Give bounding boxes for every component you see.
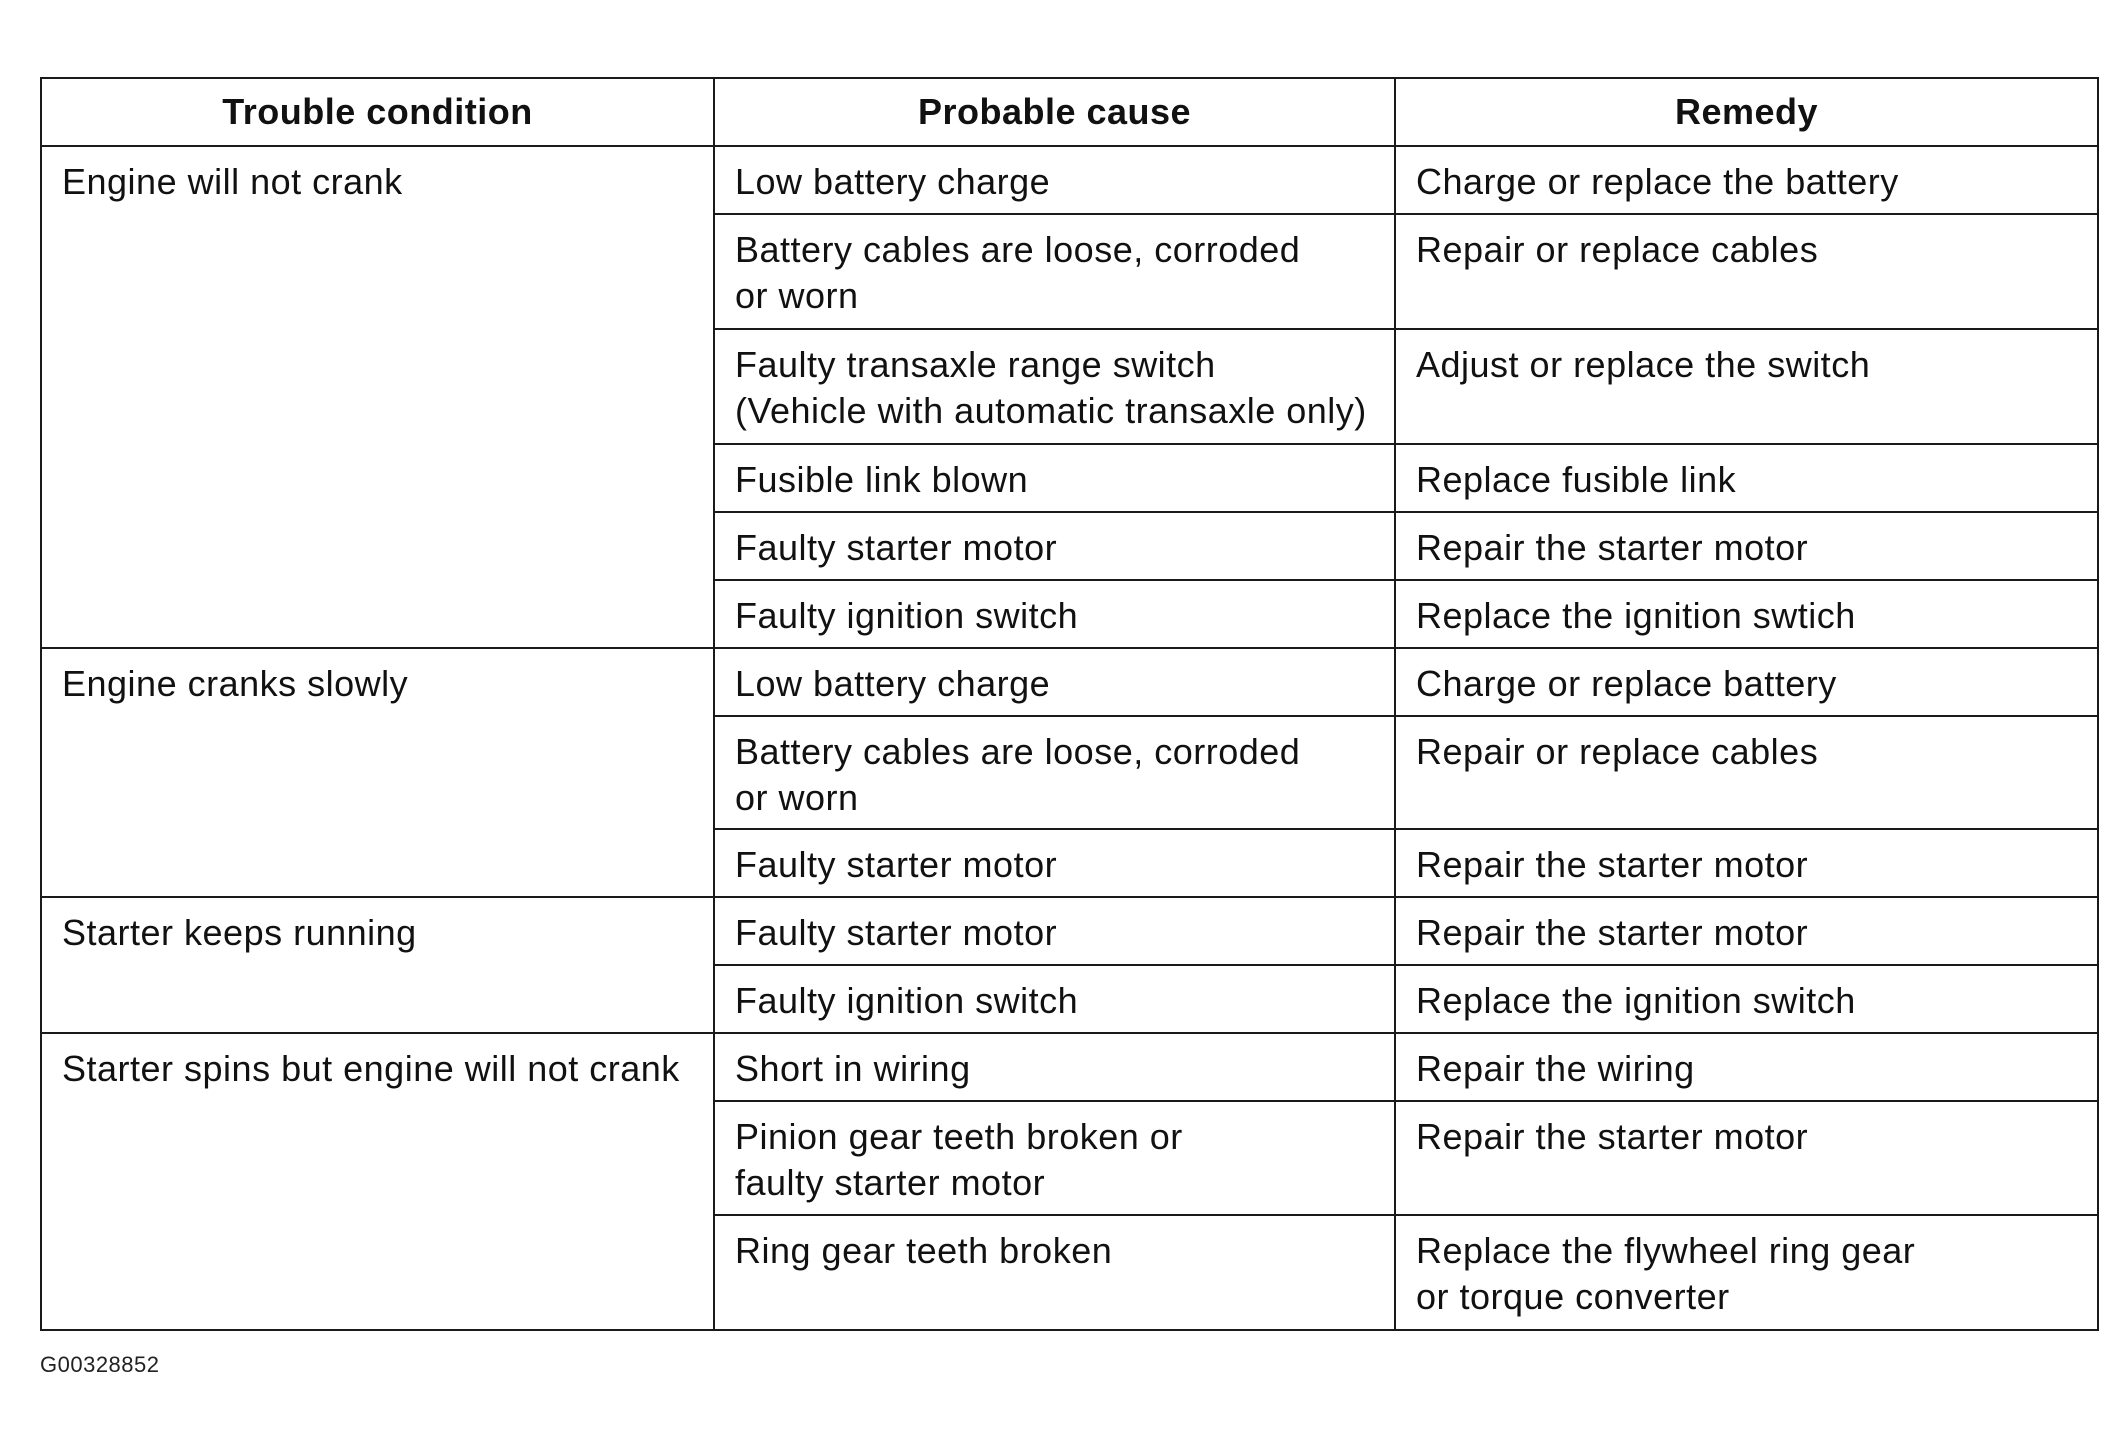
remedy-cell: Repair the starter motor xyxy=(1395,1101,2098,1215)
probable-cause-cell: Faulty ignition switch xyxy=(714,580,1395,648)
probable-cause-cell: Fusible link blown xyxy=(714,444,1395,512)
probable-cause-cell: Low battery charge xyxy=(714,146,1395,214)
table-row xyxy=(41,1033,2098,1101)
probable-cause-cell: Pinion gear teeth broken or faulty starter motor xyxy=(714,1101,1395,1215)
trouble-condition-cell: Engine will not crank xyxy=(41,146,714,648)
remedy-cell: Repair the starter motor xyxy=(1395,512,2098,580)
trouble-condition-cell: Starter spins but engine will not crank xyxy=(41,1033,714,1330)
table-row xyxy=(41,648,2098,716)
header-remedy: Remedy xyxy=(1395,78,2098,146)
remedy-cell: Repair or replace cables xyxy=(1395,716,2098,829)
probable-cause-cell: Faulty starter motor xyxy=(714,512,1395,580)
table-row xyxy=(41,897,2098,965)
probable-cause-cell: Faulty starter motor xyxy=(714,829,1395,897)
remedy-cell: Adjust or replace the switch xyxy=(1395,329,2098,444)
header-trouble-condition: Trouble condition xyxy=(41,78,714,146)
figure-id: G00328852 xyxy=(40,1352,160,1377)
remedy-cell: Repair the starter motor xyxy=(1395,829,2098,897)
remedy-cell: Replace fusible link xyxy=(1395,444,2098,512)
probable-cause-cell: Low battery charge xyxy=(714,648,1395,716)
header-row xyxy=(41,78,2098,146)
troubleshooting-table xyxy=(40,77,2099,1331)
probable-cause-cell: Faulty ignition switch xyxy=(714,965,1395,1033)
probable-cause-cell: Faulty starter motor xyxy=(714,897,1395,965)
remedy-cell: Repair or replace cables xyxy=(1395,214,2098,329)
trouble-condition-cell: Starter keeps running xyxy=(41,897,714,1033)
remedy-cell: Charge or replace battery xyxy=(1395,648,2098,716)
remedy-cell: Repair the wiring xyxy=(1395,1033,2098,1101)
trouble-condition-cell: Engine cranks slowly xyxy=(41,648,714,897)
table-body xyxy=(41,146,2098,1330)
header-probable-cause: Probable cause xyxy=(714,78,1395,146)
probable-cause-cell: Battery cables are loose, corroded or worn xyxy=(714,716,1395,829)
probable-cause-cell: Faulty transaxle range switch (Vehicle with automatic transaxle only) xyxy=(714,329,1395,444)
probable-cause-cell: Battery cables are loose, corroded or worn xyxy=(714,214,1395,329)
remedy-cell: Replace the ignition swtich xyxy=(1395,580,2098,648)
table-row xyxy=(41,146,2098,214)
remedy-cell: Replace the flywheel ring gear or torque converter xyxy=(1395,1215,2098,1330)
remedy-cell: Charge or replace the battery xyxy=(1395,146,2098,214)
remedy-cell: Replace the ignition switch xyxy=(1395,965,2098,1033)
probable-cause-cell: Short in wiring xyxy=(714,1033,1395,1101)
probable-cause-cell: Ring gear teeth broken xyxy=(714,1215,1395,1330)
remedy-cell: Repair the starter motor xyxy=(1395,897,2098,965)
